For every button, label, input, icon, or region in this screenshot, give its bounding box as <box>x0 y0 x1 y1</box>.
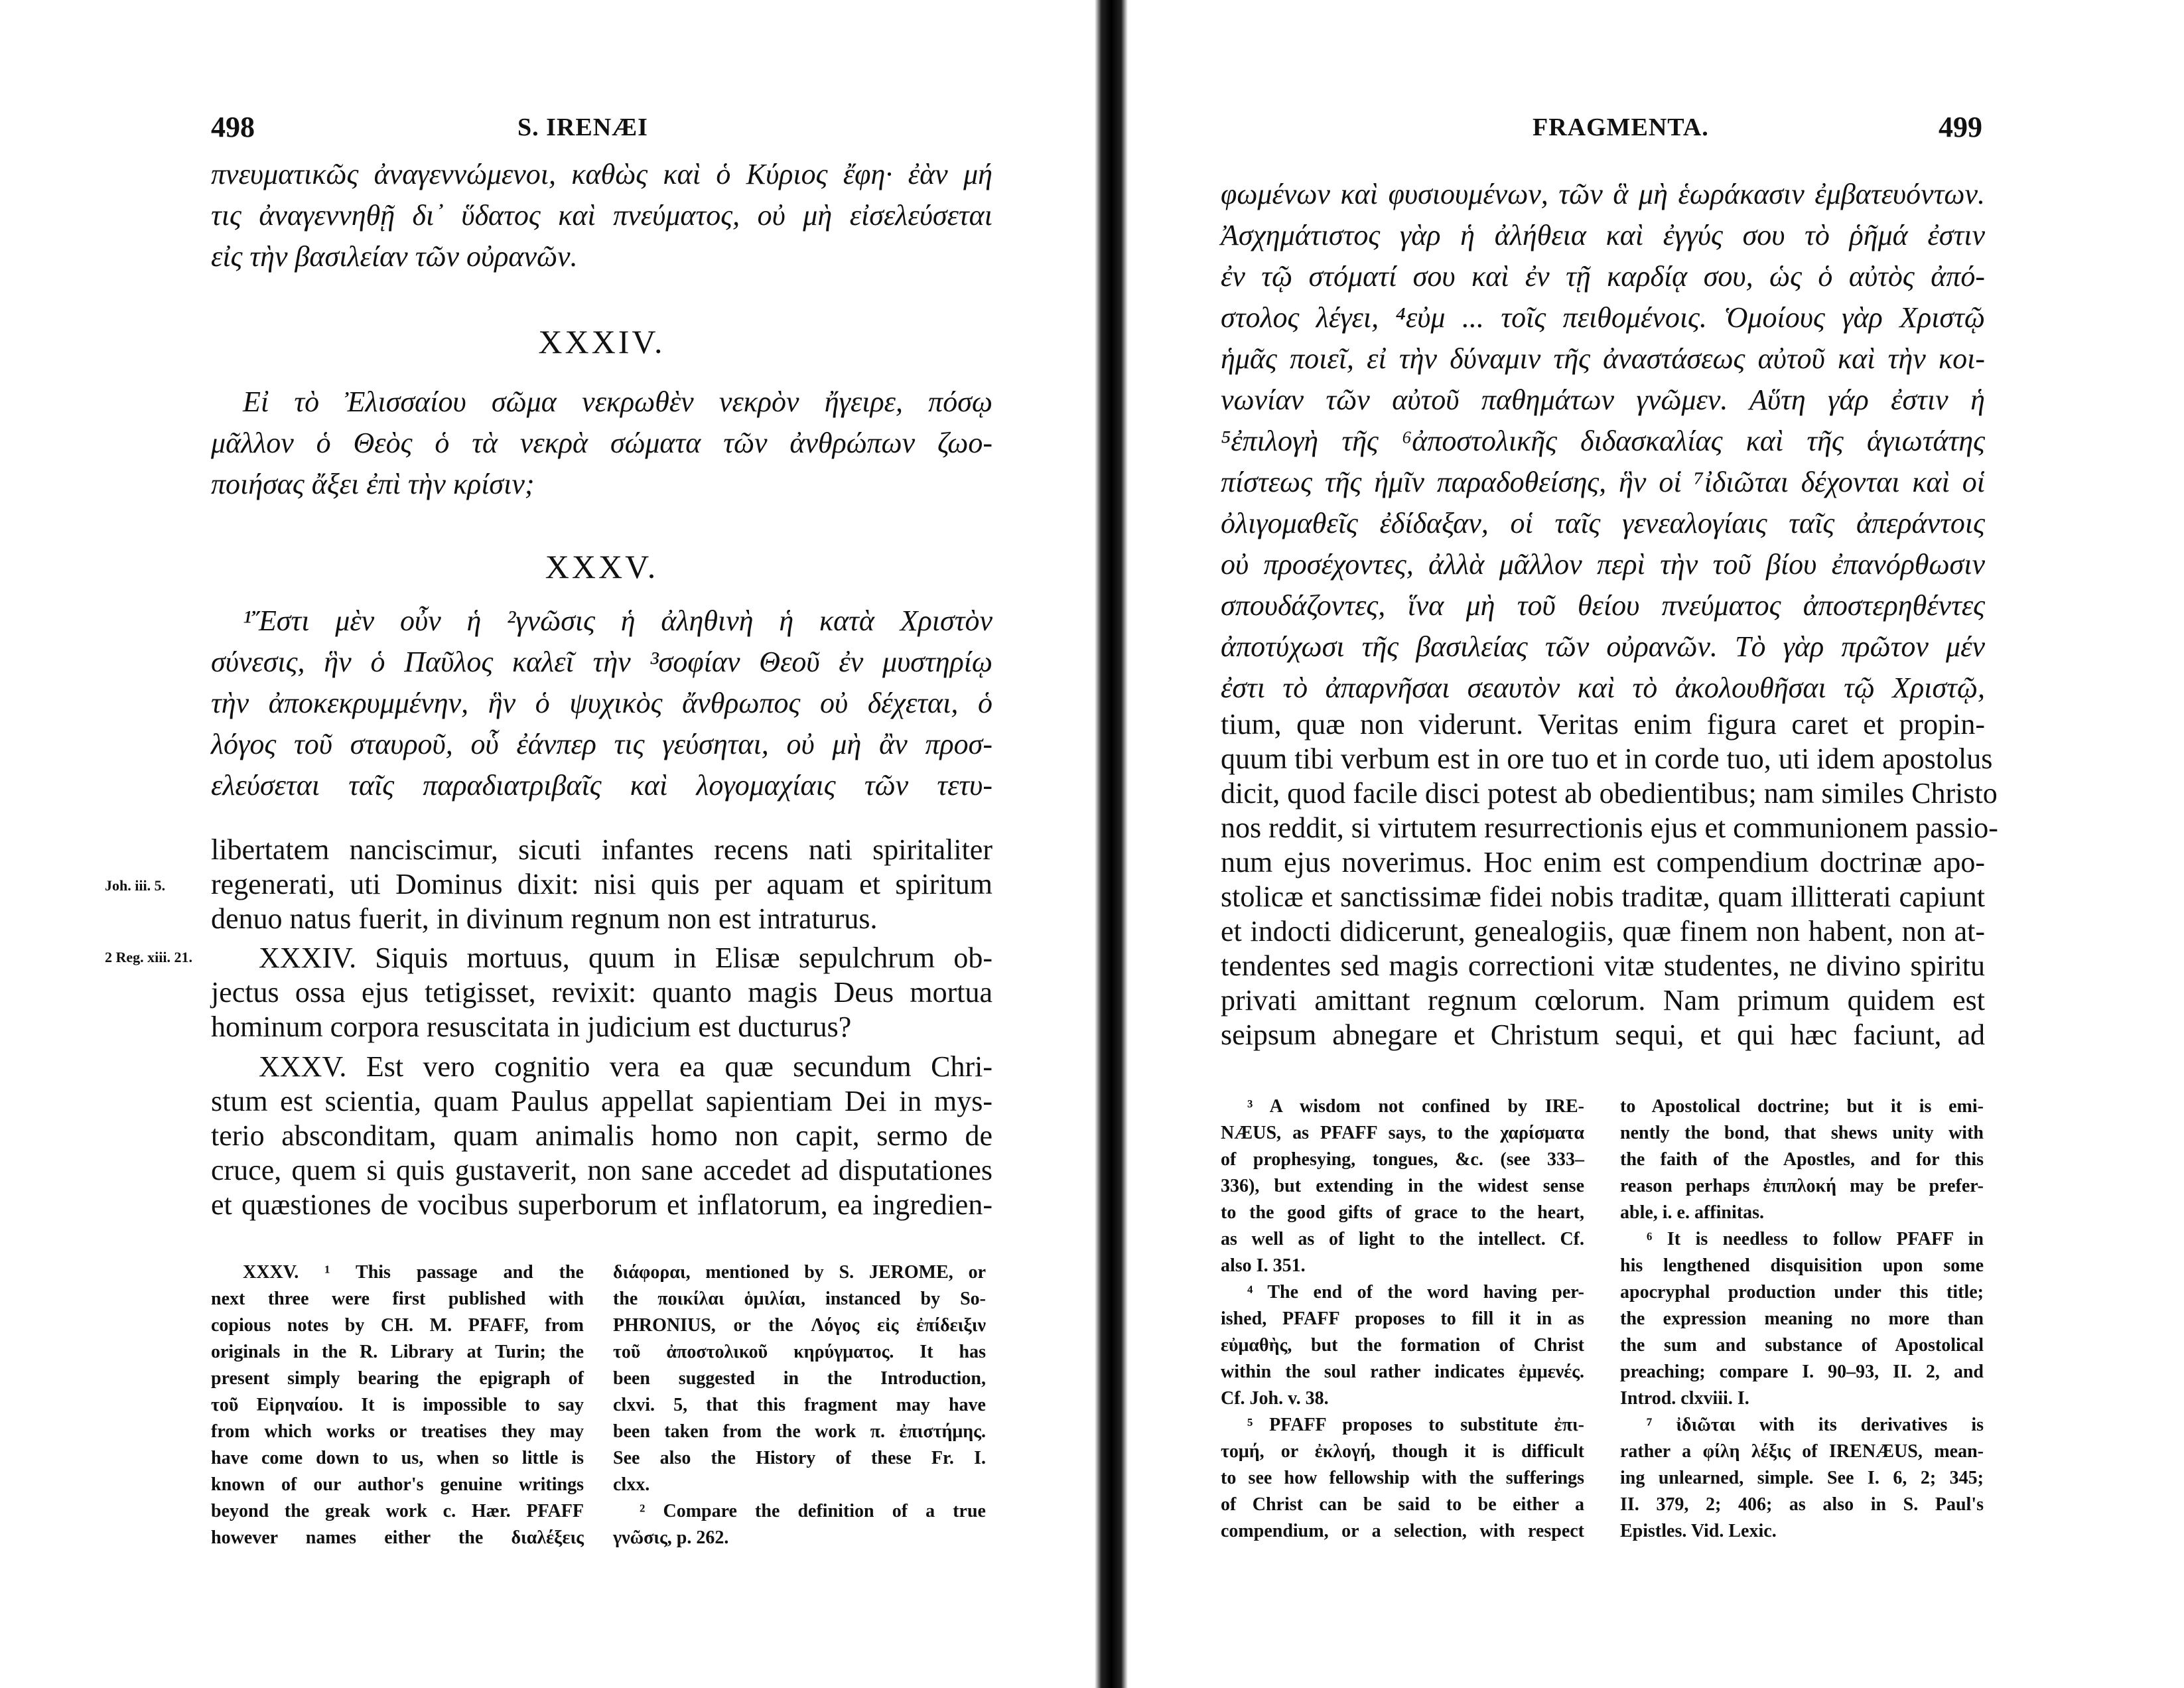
greek-line: Εἰ τὸ Ἐλισσαίου σῶμα νεκρωθὲν νεκρὸν ἤγειρε, πόσῳ <box>243 386 992 418</box>
running-head-left: S. IRENÆI <box>517 113 648 141</box>
greek-line: ἐστι τὸ ἀπαρνῆσαι σεαυτὸν καὶ τὸ ἀκολουθῆσαι τῷ Χριστῷ, <box>1221 671 1985 704</box>
footnote-line: clxvi. 5, that this fragment may have <box>613 1395 986 1415</box>
latin-line: dicit, quod facile disci potest ab obedientibus; nam similes Christo <box>1221 777 1998 809</box>
greek-line: εἰς τὴν βασιλείαν τῶν οὐρανῶν. <box>211 240 578 273</box>
footnote-line: ³ A wisdom not confined by IRE- <box>1247 1096 1584 1117</box>
footnote-line: the ποικίλαι ὁμιλίαι, instanced by So- <box>613 1289 986 1309</box>
footnote-line: ⁵ PFAFF proposes to substitute ἐπι- <box>1247 1415 1584 1435</box>
footnote-line: διάφοραι, mentioned by S. JEROME, or <box>613 1262 986 1283</box>
footnote-line: τοῦ Εἰρηναίου. It is impossible to say <box>211 1395 584 1415</box>
greek-line: ὀλιγομαθεῖς ἐδίδαξαν, οἱ ταῖς γενεαλογίαις ταῖς ἀπεράντοις <box>1221 507 1985 539</box>
latin-line: stolicæ et sanctissimæ fidei nobis traditæ, quam illitterati capiunt <box>1221 880 1985 913</box>
footnote-line: Introd. clxviii. I. <box>1620 1388 1749 1409</box>
footnote-line: copious notes by CH. M. PFAFF, from <box>211 1315 584 1336</box>
greek-line: Ἀσχημάτιστος γὰρ ἡ ἀλήθεια καὶ ἐγγύς σου τὸ ῥῆμά ἐστιν <box>1221 219 1985 251</box>
footnote-line: next three were first published with <box>211 1289 584 1309</box>
footnote-line: the faith of the Apostles, and for this <box>1620 1149 1984 1170</box>
footnotes-right-col2 <box>1620 1093 1984 1545</box>
greek-line: ἀποτύχωσι τῆς βασιλείας τῶν οὐρανῶν. Τὸ γὰρ πρῶτον μέν <box>1221 630 1985 663</box>
latin-text-intro <box>211 833 992 936</box>
footnote-line: apocryphal production under this title; <box>1620 1282 1984 1302</box>
footnote-line: beyond the greak work c. Hær. PFAFF <box>211 1501 584 1521</box>
footnote-line: been suggested in the Introduction, <box>613 1368 986 1389</box>
footnote-line: rather a φίλη λέξις of IRENÆUS, mean- <box>1620 1441 1984 1462</box>
greek-line: μᾶλλον ὁ Θεὸς ὁ τὰ νεκρὰ σώματα τῶν ἀνθρώπων ζωο- <box>211 427 992 459</box>
footnote-line: to the good gifts of grace to the heart, <box>1221 1202 1584 1223</box>
page-number-left: 498 <box>211 111 255 143</box>
footnote-line: τοῦ ἀποστολικοῦ κηρύγματος. It has <box>613 1342 986 1362</box>
footnote-line: See also the History of these Fr. I. <box>613 1448 986 1468</box>
footnote-line: ing unlearned, simple. See I. 6, 2; 345; <box>1620 1468 1984 1488</box>
latin-line: et quæstiones de vocibus superborum et inflatorum, ea ingredien- <box>211 1188 992 1221</box>
greek-line: λόγος τοῦ σταυροῦ, οὗ ἐάνπερ τις γεύσηται, οὐ μὴ ἂν προσ- <box>211 728 992 760</box>
greek-text-xxxiv <box>211 382 992 505</box>
greek-line: ⁵ἐπιλογὴ τῆς ⁶ἀποστολικῆς διδασκαλίας καὶ τῆς ἁγιωτάτης <box>1221 425 1985 457</box>
footnote-line: able, i. e. affinitas. <box>1620 1202 1764 1223</box>
footnote-line: the sum and substance of Apostolical <box>1620 1335 1984 1356</box>
greek-line: πίστεως τῆς ἡμῖν παραδοθείσης, ἣν οἱ ⁷ἰδιῶται δέχονται καὶ οἱ <box>1221 466 1985 498</box>
footnote-line: PHRONIUS, or the Λόγος εἰς ἐπίδειξιν <box>613 1315 986 1336</box>
footnote-line: within the soul rather indicates ἐμμενές. <box>1221 1362 1584 1382</box>
greek-line: νωνίαν τῶν αὐτοῦ παθημάτων γνῶμεν. Αὕτη γάρ ἐστιν ἡ <box>1221 384 1985 416</box>
footnote-line: εὐμαθὴς, but the formation of Christ <box>1221 1335 1584 1356</box>
footnote-line: ⁷ ἰδιῶται with its derivatives is <box>1647 1415 1984 1435</box>
greek-line: ¹Ἔστι μὲν οὖν ἡ ²γνῶσις ἡ ἀληθινὴ ἡ κατὰ Χριστὸν <box>243 604 992 637</box>
greek-line: ἐν τῷ στόματί σου καὶ ἐν τῇ καρδίᾳ σου, ὡς ὁ αὐτὸς ἀπό- <box>1221 260 1985 293</box>
footnote-line: reason perhaps ἐπιπλοκή may be prefer- <box>1620 1176 1984 1196</box>
latin-line: cruce, quem si quis gustaverit, non sane accedet ad disputationes <box>211 1154 992 1186</box>
footnote-line: as well as of light to the intellect. Cf. <box>1221 1229 1584 1249</box>
greek-line: ποιήσας ἄξει ἐπὶ τὴν κρίσιν; <box>211 468 535 500</box>
footnote-line: compendium, or a selection, with respect <box>1221 1521 1584 1541</box>
footnote-line: γνῶσις, p. 262. <box>613 1527 729 1548</box>
footnotes-right-col1 <box>1221 1093 1584 1545</box>
latin-line: denuo natus fuerit, in divinum regnum non est intraturus. <box>211 902 878 935</box>
latin-line: XXXIV. Siquis mortuus, quum in Elisæ sepulchrum ob- <box>259 942 992 974</box>
latin-line: num ejus noverimus. Hoc enim est compendium doctrinæ apo- <box>1221 846 1985 879</box>
latin-line: libertatem nanciscimur, sicuti infantes recens nati spiritaliter <box>211 833 992 866</box>
greek-line: οὐ προσέχοντες, ἀλλὰ μᾶλλον περὶ τὴν τοῦ βίου ἐπανόρθωσιν <box>1221 548 1985 581</box>
latin-line: tendentes sed magis correctioni vitæ studentes, ne divino spiritu <box>1221 950 1985 982</box>
footnote-line: II. 379, 2; 406; as also in S. Paul's <box>1620 1494 1984 1515</box>
latin-text-xxxiv <box>211 941 992 1044</box>
latin-text-continued <box>1221 707 1998 1052</box>
footnote-line: NÆUS, as PFAFF says, to the χαρίσματα <box>1221 1123 1584 1143</box>
footnote-line: been taken from the work π. ἐπιστήμης. <box>613 1421 986 1442</box>
greek-line: σπουδάζοντες, ἵνα μὴ τοῦ θείου πνεύματος ἀποστερηθέντες <box>1221 589 1985 622</box>
latin-line: XXXV. Est vero cognitio vera ea quæ secundum Chri- <box>259 1050 992 1083</box>
latin-line: quum tibi verbum est in ore tuo et in corde tuo, uti idem apostolus <box>1221 742 1993 775</box>
greek-line: πνευματικῶς ἀναγεννώμενοι, καθὼς καὶ ὁ Κύριος ἔφη· ἐὰν μή <box>211 158 992 190</box>
margin-reference-joh: Joh. iii. 5. <box>105 877 166 894</box>
greek-line: ἡμᾶς ποιεῖ, εἰ τὴν δύναμιν τῆς ἀναστάσεως αὐτοῦ καὶ τὴν κοι- <box>1221 342 1985 375</box>
footnote-line: from which works or treatises they may <box>211 1421 584 1442</box>
latin-line: regenerati, uti Dominus dixit: nisi quis per aquam et spiritum <box>211 868 992 900</box>
greek-line: φωμένων καὶ φυσιουμένων, τῶν ἃ μὴ ἑωράκασιν ἐμβατευόντων. <box>1221 178 1985 210</box>
footnote-line: τομή, or ἐκλογή, though it is difficult <box>1221 1441 1584 1462</box>
footnote-line: known of our author's genuine writings <box>211 1474 584 1495</box>
footnote-line: however names either the διαλέξεις <box>211 1527 584 1548</box>
footnote-line: ⁶ It is needless to follow PFAFF in <box>1647 1229 1984 1249</box>
footnote-line: ² Compare the definition of a true <box>640 1501 986 1521</box>
section-heading-xxxv: XXXV. <box>545 548 659 585</box>
footnote-line: Epistles. Vid. Lexic. <box>1620 1521 1777 1541</box>
section-heading-xxxiv: XXXIV. <box>538 323 665 360</box>
footnote-line: 336), but extending in the widest sense <box>1221 1176 1584 1196</box>
footnote-line: to see how fellowship with the sufferings <box>1221 1468 1584 1488</box>
footnote-line: preaching; compare I. 90–93, II. 2, and <box>1620 1362 1984 1382</box>
margin-reference-reg: 2 Reg. xiii. 21. <box>105 949 192 965</box>
greek-line: τις ἀναγεννηθῇ δι᾽ ὕδατος καὶ πνεύματος, οὐ μὴ εἰσελεύσεται <box>211 199 992 232</box>
footnote-line: clxx. <box>613 1474 650 1495</box>
page-number-right: 499 <box>1939 111 1982 143</box>
footnote-line: nently the bond, that shews unity with <box>1620 1123 1984 1143</box>
greek-text-continued <box>1221 174 1985 709</box>
greek-line: στολος λέγει, ⁴εὐμ ... τοῖς πειθομένοις. Ὁμοίους γὰρ Χριστῷ <box>1221 301 1985 334</box>
footnote-line: present simply bearing the epigraph of <box>211 1368 584 1389</box>
footnote-line: Cf. Joh. v. 38. <box>1221 1388 1329 1409</box>
footnote-line: to Apostolical doctrine; but it is emi- <box>1620 1096 1984 1117</box>
latin-line: et indocti didicerunt, genealogiis, quæ finem non habent, non at- <box>1221 915 1985 948</box>
right-page <box>1128 0 2184 1688</box>
footnote-line: ⁴ The end of the word having per- <box>1247 1282 1584 1302</box>
latin-line: nos reddit, si virtutem resurrectionis ejus et communionem passio- <box>1221 811 1998 844</box>
footnote-line: the expression meaning no more than <box>1620 1308 1984 1329</box>
greek-line: ελεύσεται ταῖς παραδιατριβαῖς καὶ λογομαχίαις τῶν τετυ- <box>211 769 992 802</box>
latin-text-xxxv <box>211 1050 992 1222</box>
latin-line: tium, quæ non viderunt. Veritas enim figura caret et propin- <box>1221 708 1985 740</box>
greek-line: τὴν ἀποκεκρυμμένην, ἣν ὁ ψυχικὸς ἄνθρωπος οὐ δέχεται, ὁ <box>211 687 992 719</box>
greek-line: σύνεσις, ἣν ὁ Παῦλος καλεῖ τὴν ³σοφίαν Θεοῦ ἐν μυστηρίῳ <box>211 646 992 678</box>
footnote-line: of Christ can be said to be either a <box>1221 1494 1584 1515</box>
footnote-line: XXXV. ¹ This passage and the <box>243 1262 584 1283</box>
latin-line: terio absconditam, quam animalis homo non capit, sermo de <box>211 1119 992 1152</box>
footnote-line: originals in the R. Library at Turin; the <box>211 1342 584 1362</box>
latin-line: privati amittant regnum cœlorum. Nam primum quidem est <box>1221 984 1985 1017</box>
greek-text-intro <box>211 154 992 277</box>
latin-line: seipsum abnegare et Christum sequi, et qui hæc faciunt, ad <box>1221 1019 1985 1051</box>
footnote-line: of prophesying, tongues, &c. (see 333– <box>1221 1149 1584 1170</box>
footnote-line: his lengthened disquisition upon some <box>1620 1255 1984 1276</box>
latin-line: hominum corpora resuscitata in judicium est ducturus? <box>211 1011 852 1043</box>
footnote-line: ished, PFAFF proposes to fill it in as <box>1221 1308 1584 1329</box>
footnote-line: have come down to us, when so little is <box>211 1448 584 1468</box>
footnotes-left-col1 <box>211 1259 584 1551</box>
greek-text-xxxv <box>211 600 992 806</box>
latin-line: stum est scientia, quam Paulus appellat sapientiam Dei in mys- <box>211 1085 992 1117</box>
running-head-right: FRAGMENTA. <box>1533 113 1709 141</box>
footnotes-left-col2 <box>613 1259 986 1551</box>
latin-line: jectus ossa ejus tetigisset, revixit: quanto magis Deus mortua <box>211 976 992 1009</box>
footnote-line: also I. 351. <box>1221 1255 1306 1276</box>
